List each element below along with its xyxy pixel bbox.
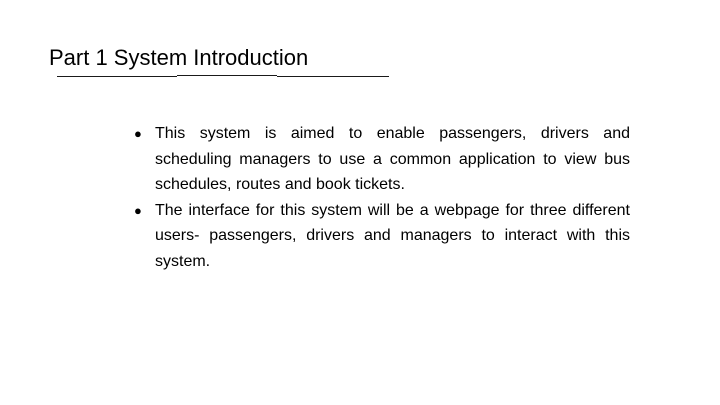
slide-title: Part 1 System Introduction xyxy=(49,45,309,70)
bullet-list xyxy=(130,121,630,274)
bullet-text: The interface for this system will be a webpage for three different users- passengers, drivers and managers to interact with this system. xyxy=(155,201,630,270)
bullet-text: This system is aimed to enable passengers, drivers and scheduling managers to use a common application to view bus schedules, routes and book tickets. xyxy=(155,125,630,193)
bullet-item xyxy=(130,121,630,198)
bullet-dot-icon: ● xyxy=(134,202,142,218)
bullet-dot-icon: ● xyxy=(134,126,142,141)
title-underline xyxy=(57,75,389,78)
bullet-item xyxy=(130,198,630,275)
